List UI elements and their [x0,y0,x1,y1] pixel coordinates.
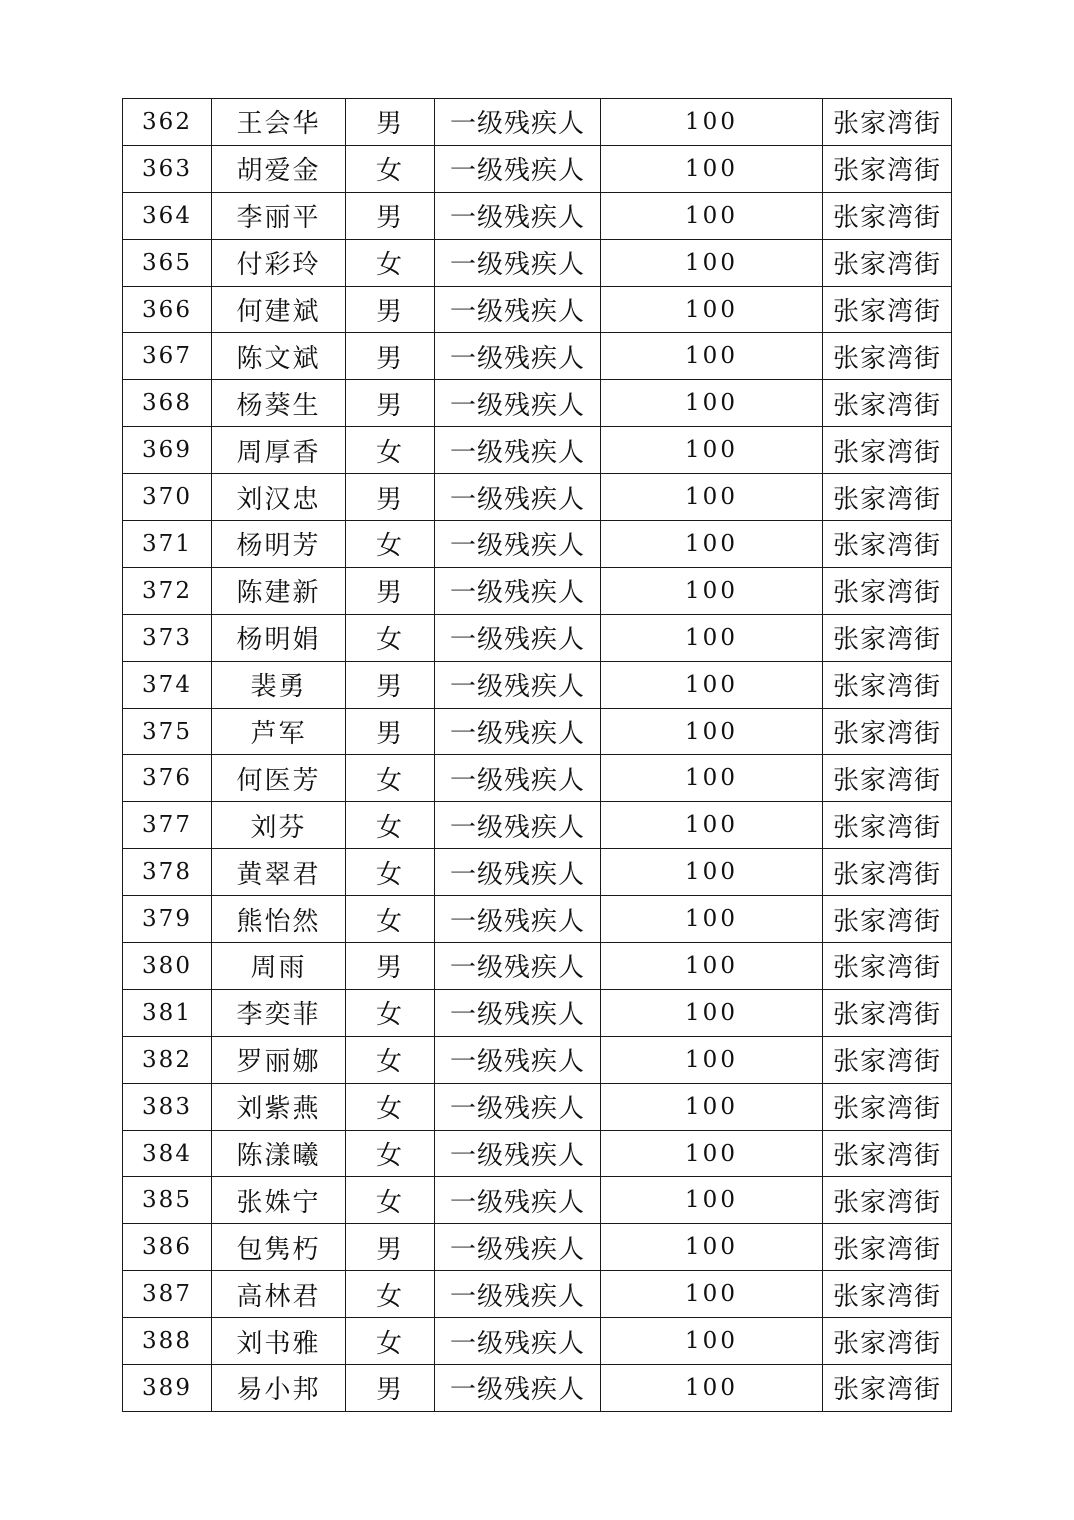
amount-cell: 100 [601,989,823,1036]
row-number-cell: 383 [123,1083,212,1130]
amount-cell: 100 [601,755,823,802]
street-cell: 张家湾街 [823,614,952,661]
street-cell: 张家湾街 [823,802,952,849]
street-cell: 张家湾街 [823,755,952,802]
gender-cell: 女 [346,1083,435,1130]
table-row [123,1083,952,1130]
gender-cell: 男 [346,286,435,333]
street-cell: 张家湾街 [823,896,952,943]
disability-level-cell: 一级残疾人 [435,1177,601,1224]
table-row [123,708,952,755]
street-cell: 张家湾街 [823,1365,952,1412]
table-row [123,1177,952,1224]
disability-level-cell: 一级残疾人 [435,521,601,568]
row-number-cell: 371 [123,521,212,568]
name-cell: 包隽朽 [212,1224,346,1271]
name-cell: 何医芳 [212,755,346,802]
table-row [123,755,952,802]
table-row [123,333,952,380]
gender-cell: 男 [346,380,435,427]
table-row [123,239,952,286]
amount-cell: 100 [601,192,823,239]
amount-cell: 100 [601,1365,823,1412]
name-cell: 陈建新 [212,567,346,614]
name-cell: 陈漾曦 [212,1130,346,1177]
table-row [123,286,952,333]
disability-level-cell: 一级残疾人 [435,145,601,192]
gender-cell: 女 [346,239,435,286]
disability-level-cell: 一级残疾人 [435,661,601,708]
street-cell: 张家湾街 [823,521,952,568]
name-cell: 刘汉忠 [212,474,346,521]
row-number-cell: 367 [123,333,212,380]
street-cell: 张家湾街 [823,99,952,146]
table-row [123,567,952,614]
row-number-cell: 362 [123,99,212,146]
disability-level-cell: 一级残疾人 [435,849,601,896]
amount-cell: 100 [601,567,823,614]
row-number-cell: 364 [123,192,212,239]
street-cell: 张家湾街 [823,661,952,708]
amount-cell: 100 [601,943,823,990]
amount-cell: 100 [601,1224,823,1271]
gender-cell: 女 [346,1177,435,1224]
table-row [123,427,952,474]
street-cell: 张家湾街 [823,1130,952,1177]
name-cell: 高林君 [212,1271,346,1318]
disability-level-cell: 一级残疾人 [435,474,601,521]
amount-cell: 100 [601,661,823,708]
table-row [123,849,952,896]
table-row [123,145,952,192]
row-number-cell: 376 [123,755,212,802]
amount-cell: 100 [601,896,823,943]
disability-level-cell: 一级残疾人 [435,614,601,661]
amount-cell: 100 [601,1083,823,1130]
street-cell: 张家湾街 [823,427,952,474]
disability-level-cell: 一级残疾人 [435,989,601,1036]
street-cell: 张家湾街 [823,1318,952,1365]
row-number-cell: 382 [123,1036,212,1083]
name-cell: 王会华 [212,99,346,146]
amount-cell: 100 [601,1177,823,1224]
row-number-cell: 375 [123,708,212,755]
row-number-cell: 387 [123,1271,212,1318]
street-cell: 张家湾街 [823,849,952,896]
row-number-cell: 368 [123,380,212,427]
gender-cell: 女 [346,521,435,568]
street-cell: 张家湾街 [823,286,952,333]
disability-level-cell: 一级残疾人 [435,567,601,614]
amount-cell: 100 [601,1130,823,1177]
amount-cell: 100 [601,614,823,661]
row-number-cell: 381 [123,989,212,1036]
gender-cell: 男 [346,1365,435,1412]
name-cell: 罗丽娜 [212,1036,346,1083]
row-number-cell: 363 [123,145,212,192]
row-number-cell: 385 [123,1177,212,1224]
amount-cell: 100 [601,1271,823,1318]
amount-cell: 100 [601,99,823,146]
gender-cell: 女 [346,1271,435,1318]
table-row [123,192,952,239]
gender-cell: 女 [346,145,435,192]
street-cell: 张家湾街 [823,1036,952,1083]
amount-cell: 100 [601,333,823,380]
table-row [123,1271,952,1318]
name-cell: 杨明娟 [212,614,346,661]
street-cell: 张家湾街 [823,567,952,614]
gender-cell: 女 [346,1036,435,1083]
name-cell: 熊怡然 [212,896,346,943]
amount-cell: 100 [601,849,823,896]
gender-cell: 男 [346,708,435,755]
table-row [123,99,952,146]
gender-cell: 女 [346,427,435,474]
name-cell: 陈文斌 [212,333,346,380]
row-number-cell: 388 [123,1318,212,1365]
table-row [123,474,952,521]
table-row [123,989,952,1036]
disability-level-cell: 一级残疾人 [435,943,601,990]
table-row [123,521,952,568]
street-cell: 张家湾街 [823,708,952,755]
street-cell: 张家湾街 [823,989,952,1036]
row-number-cell: 380 [123,943,212,990]
gender-cell: 女 [346,1318,435,1365]
roster-table-body [123,99,952,1412]
row-number-cell: 378 [123,849,212,896]
name-cell: 刘紫燕 [212,1083,346,1130]
row-number-cell: 369 [123,427,212,474]
disability-level-cell: 一级残疾人 [435,286,601,333]
disability-level-cell: 一级残疾人 [435,755,601,802]
disability-level-cell: 一级残疾人 [435,708,601,755]
row-number-cell: 365 [123,239,212,286]
street-cell: 张家湾街 [823,474,952,521]
street-cell: 张家湾街 [823,1224,952,1271]
name-cell: 杨葵生 [212,380,346,427]
name-cell: 李奕菲 [212,989,346,1036]
name-cell: 易小邦 [212,1365,346,1412]
street-cell: 张家湾街 [823,192,952,239]
disability-level-cell: 一级残疾人 [435,802,601,849]
table-row [123,1365,952,1412]
name-cell: 付彩玲 [212,239,346,286]
amount-cell: 100 [601,380,823,427]
row-number-cell: 389 [123,1365,212,1412]
amount-cell: 100 [601,145,823,192]
gender-cell: 女 [346,989,435,1036]
row-number-cell: 379 [123,896,212,943]
disability-level-cell: 一级残疾人 [435,1036,601,1083]
disability-level-cell: 一级残疾人 [435,1083,601,1130]
gender-cell: 男 [346,99,435,146]
gender-cell: 女 [346,1130,435,1177]
name-cell: 黄翠君 [212,849,346,896]
row-number-cell: 374 [123,661,212,708]
disability-level-cell: 一级残疾人 [435,99,601,146]
gender-cell: 女 [346,614,435,661]
gender-cell: 男 [346,474,435,521]
street-cell: 张家湾街 [823,333,952,380]
name-cell: 张姝宁 [212,1177,346,1224]
name-cell: 李丽平 [212,192,346,239]
gender-cell: 女 [346,755,435,802]
disability-level-cell: 一级残疾人 [435,192,601,239]
row-number-cell: 366 [123,286,212,333]
street-cell: 张家湾街 [823,943,952,990]
disability-level-cell: 一级残疾人 [435,1318,601,1365]
disability-level-cell: 一级残疾人 [435,239,601,286]
street-cell: 张家湾街 [823,239,952,286]
gender-cell: 男 [346,333,435,380]
name-cell: 周厚香 [212,427,346,474]
street-cell: 张家湾街 [823,380,952,427]
table-row [123,614,952,661]
table-row [123,1036,952,1083]
table-row [123,802,952,849]
table-row [123,380,952,427]
amount-cell: 100 [601,427,823,474]
row-number-cell: 386 [123,1224,212,1271]
name-cell: 芦军 [212,708,346,755]
street-cell: 张家湾街 [823,1083,952,1130]
gender-cell: 男 [346,943,435,990]
table-row [123,896,952,943]
name-cell: 杨明芳 [212,521,346,568]
row-number-cell: 373 [123,614,212,661]
table-row [123,661,952,708]
gender-cell: 女 [346,896,435,943]
table-row [123,1130,952,1177]
gender-cell: 女 [346,802,435,849]
amount-cell: 100 [601,286,823,333]
document-page [122,98,952,1412]
disability-level-cell: 一级残疾人 [435,427,601,474]
disability-level-cell: 一级残疾人 [435,380,601,427]
amount-cell: 100 [601,1036,823,1083]
row-number-cell: 370 [123,474,212,521]
amount-cell: 100 [601,708,823,755]
name-cell: 胡爱金 [212,145,346,192]
row-number-cell: 377 [123,802,212,849]
amount-cell: 100 [601,802,823,849]
table-row [123,1224,952,1271]
name-cell: 刘书雅 [212,1318,346,1365]
name-cell: 刘芬 [212,802,346,849]
name-cell: 何建斌 [212,286,346,333]
street-cell: 张家湾街 [823,1177,952,1224]
disability-level-cell: 一级残疾人 [435,1365,601,1412]
disability-level-cell: 一级残疾人 [435,333,601,380]
street-cell: 张家湾街 [823,145,952,192]
gender-cell: 男 [346,567,435,614]
table-row [123,1318,952,1365]
disability-level-cell: 一级残疾人 [435,1224,601,1271]
gender-cell: 男 [346,192,435,239]
amount-cell: 100 [601,239,823,286]
amount-cell: 100 [601,1318,823,1365]
gender-cell: 女 [346,849,435,896]
gender-cell: 男 [346,1224,435,1271]
gender-cell: 男 [346,661,435,708]
name-cell: 周雨 [212,943,346,990]
street-cell: 张家湾街 [823,1271,952,1318]
disability-level-cell: 一级残疾人 [435,1271,601,1318]
disability-level-cell: 一级残疾人 [435,896,601,943]
disability-level-cell: 一级残疾人 [435,1130,601,1177]
roster-table [122,98,952,1412]
name-cell: 裴勇 [212,661,346,708]
amount-cell: 100 [601,521,823,568]
row-number-cell: 384 [123,1130,212,1177]
row-number-cell: 372 [123,567,212,614]
table-row [123,943,952,990]
amount-cell: 100 [601,474,823,521]
